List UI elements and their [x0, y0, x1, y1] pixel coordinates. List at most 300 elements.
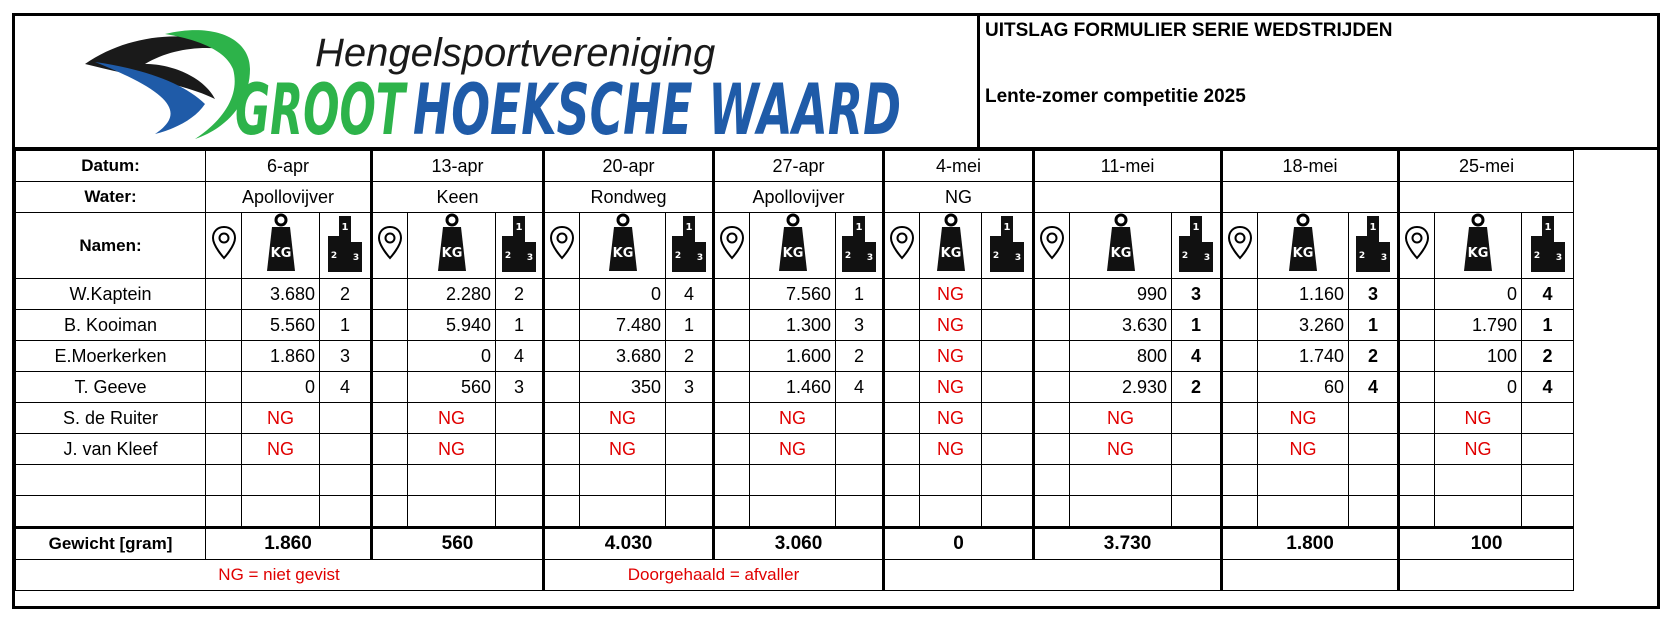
rank-cell — [1522, 465, 1574, 496]
footer-empty — [884, 560, 1222, 591]
spot-cell — [714, 341, 750, 372]
weight-cell: 1.740 — [1258, 341, 1349, 372]
rank-cell — [836, 465, 884, 496]
spot-cell — [1399, 279, 1435, 310]
svg-text:KG: KG — [782, 246, 803, 261]
rank-cell — [320, 434, 372, 465]
svg-text:2: 2 — [504, 251, 512, 261]
rank-cell: 2 — [496, 279, 544, 310]
weight-cell: NG — [408, 434, 496, 465]
location-pin-icon — [549, 245, 575, 265]
legend-ng: NG = niet gevist — [16, 560, 544, 591]
weight-cell: NG — [1258, 434, 1349, 465]
rank-cell — [982, 310, 1034, 341]
match-date: 6-apr — [206, 151, 372, 182]
match-date: 20-apr — [544, 151, 714, 182]
logo-word1: GROOT — [235, 69, 409, 142]
spot-cell — [372, 279, 408, 310]
svg-text:KG: KG — [1467, 246, 1489, 261]
weight-cell: NG — [1070, 403, 1172, 434]
weight-cell: NG — [920, 372, 982, 403]
weight-cell: NG — [920, 310, 982, 341]
rank-cell — [1349, 465, 1399, 496]
svg-text:3: 3 — [866, 253, 874, 263]
weight-cell: NG — [1435, 403, 1522, 434]
weight-cell — [1258, 465, 1349, 496]
weight-cell: NG — [920, 434, 982, 465]
weight-cell — [580, 496, 666, 528]
weight-cell: 0 — [242, 372, 320, 403]
podium-icon — [1178, 222, 1214, 276]
weight-cell: 0 — [1435, 279, 1522, 310]
rank-cell — [496, 434, 544, 465]
match-water — [1399, 182, 1574, 213]
spot-cell — [1399, 496, 1435, 528]
svg-text:2: 2 — [1181, 251, 1189, 261]
spot-cell — [372, 496, 408, 528]
weight-cell — [1435, 465, 1522, 496]
spot-cell — [884, 372, 920, 403]
logo-line1: Hengelsportvereniging — [315, 31, 716, 75]
weight-cell: 1.300 — [750, 310, 836, 341]
weight-cell: 7.480 — [580, 310, 666, 341]
weight-cell — [920, 465, 982, 496]
weight-cell: 2.280 — [408, 279, 496, 310]
svg-text:3: 3 — [1203, 253, 1211, 263]
spot-cell — [1222, 434, 1258, 465]
icon-row — [16, 213, 1574, 279]
rank-cell — [1522, 403, 1574, 434]
fish-logo-icon — [85, 30, 250, 139]
svg-text:1: 1 — [855, 222, 863, 233]
spot-cell — [206, 496, 242, 528]
icon-cell — [372, 213, 408, 279]
participant-row — [16, 372, 1574, 403]
spot-cell — [1034, 310, 1070, 341]
weight-cell — [1070, 496, 1172, 528]
rank-cell — [982, 372, 1034, 403]
rank-cell: 3 — [496, 372, 544, 403]
spot-cell — [1034, 496, 1070, 528]
icon-cell — [242, 213, 320, 279]
spot-cell — [206, 403, 242, 434]
podium-icon — [501, 222, 537, 276]
match-date: 25-mei — [1399, 151, 1574, 182]
participant-row — [16, 403, 1574, 434]
rank-cell: 1 — [1349, 310, 1399, 341]
weight-cell: 5.940 — [408, 310, 496, 341]
weight-cell: 60 — [1258, 372, 1349, 403]
weight-kg-icon — [264, 246, 298, 277]
form-title: UITSLAG FORMULIER SERIE WEDSTRIJDEN — [985, 20, 1393, 41]
spot-cell — [884, 310, 920, 341]
rank-cell: 3 — [1172, 279, 1222, 310]
icon-cell — [666, 213, 714, 279]
spot-cell — [1222, 465, 1258, 496]
weight-cell: 0 — [580, 279, 666, 310]
weight-cell: 350 — [580, 372, 666, 403]
location-pin-icon — [1227, 245, 1253, 265]
rank-cell: 3 — [836, 310, 884, 341]
weight-cell: NG — [580, 434, 666, 465]
spot-cell — [1399, 465, 1435, 496]
spot-cell — [1222, 372, 1258, 403]
svg-text:3: 3 — [1555, 253, 1562, 263]
svg-text:2: 2 — [992, 251, 1000, 261]
rank-cell — [1172, 403, 1222, 434]
rank-cell — [982, 341, 1034, 372]
result-sheet — [12, 13, 1660, 609]
rank-cell: 4 — [320, 372, 372, 403]
svg-text:1: 1 — [515, 222, 523, 233]
rank-cell: 1 — [1172, 310, 1222, 341]
rank-cell — [982, 434, 1034, 465]
svg-text:2: 2 — [674, 251, 682, 261]
spot-cell — [1034, 341, 1070, 372]
svg-text:1: 1 — [1369, 222, 1377, 233]
match-date: 13-apr — [372, 151, 544, 182]
weight-cell: 5.560 — [242, 310, 320, 341]
match-water: Keen — [372, 182, 544, 213]
match-water — [1034, 182, 1222, 213]
svg-text:3: 3 — [526, 253, 534, 263]
rank-cell: 4 — [1522, 279, 1574, 310]
weight-cell: 0 — [408, 341, 496, 372]
spot-cell — [544, 341, 580, 372]
weight-cell: NG — [750, 434, 836, 465]
spot-cell — [1034, 279, 1070, 310]
participant-row — [16, 279, 1574, 310]
podium-icon — [327, 222, 363, 276]
icon-cell — [1222, 213, 1258, 279]
spot-cell — [714, 465, 750, 496]
weight-kg-icon — [435, 246, 469, 277]
participant-name — [16, 496, 206, 528]
weight-cell: NG — [408, 403, 496, 434]
spot-cell — [372, 372, 408, 403]
svg-text:KG: KG — [612, 246, 633, 261]
weight-cell: 3.260 — [1258, 310, 1349, 341]
rank-cell: 4 — [836, 372, 884, 403]
match-total: 3.730 — [1034, 528, 1222, 560]
legend-row — [16, 560, 1574, 591]
rank-cell — [666, 403, 714, 434]
match-date: 11-mei — [1034, 151, 1222, 182]
spot-cell — [1399, 310, 1435, 341]
spot-cell — [884, 403, 920, 434]
location-pin-icon — [719, 245, 745, 265]
weight-cell: 1.160 — [1258, 279, 1349, 310]
rank-cell — [1349, 496, 1399, 528]
rank-cell — [836, 496, 884, 528]
weight-cell — [1070, 465, 1172, 496]
svg-text:1: 1 — [1544, 222, 1552, 233]
rank-cell: 2 — [1522, 341, 1574, 372]
icon-cell — [836, 213, 884, 279]
match-water — [1222, 182, 1399, 213]
date-row — [16, 151, 1574, 182]
spot-cell — [544, 434, 580, 465]
match-total: 560 — [372, 528, 544, 560]
gewicht-label: Gewicht [gram] — [16, 528, 206, 560]
spot-cell — [544, 465, 580, 496]
spot-cell — [714, 310, 750, 341]
weight-cell: NG — [750, 403, 836, 434]
weight-cell: 100 — [1435, 341, 1522, 372]
rank-cell — [1522, 496, 1574, 528]
spot-cell — [206, 372, 242, 403]
rank-cell: 4 — [1349, 372, 1399, 403]
spot-cell — [714, 372, 750, 403]
match-total: 4.030 — [544, 528, 714, 560]
icon-cell — [714, 213, 750, 279]
spot-cell — [372, 310, 408, 341]
svg-text:1: 1 — [685, 222, 693, 233]
svg-text:3: 3 — [1380, 253, 1388, 263]
spot-cell — [206, 434, 242, 465]
icon-cell — [982, 213, 1034, 279]
weight-cell: NG — [1435, 434, 1522, 465]
weight-cell: 990 — [1070, 279, 1172, 310]
rank-cell — [666, 465, 714, 496]
participant-row — [16, 341, 1574, 372]
spot-cell — [206, 341, 242, 372]
location-pin-icon — [889, 245, 915, 265]
participant-row — [16, 434, 1574, 465]
rank-cell: 4 — [666, 279, 714, 310]
svg-text:1: 1 — [1192, 222, 1200, 233]
rank-cell: 2 — [1172, 372, 1222, 403]
spot-cell — [1399, 403, 1435, 434]
spot-cell — [1034, 372, 1070, 403]
rank-cell — [496, 465, 544, 496]
weight-cell: 2.930 — [1070, 372, 1172, 403]
icon-cell — [920, 213, 982, 279]
match-total: 1.800 — [1222, 528, 1399, 560]
weight-cell: 3.680 — [580, 341, 666, 372]
rank-cell — [320, 403, 372, 434]
rank-cell — [1172, 465, 1222, 496]
svg-text:3: 3 — [1014, 253, 1022, 263]
icon-cell — [884, 213, 920, 279]
podium-icon — [841, 222, 877, 276]
spot-cell — [372, 434, 408, 465]
spot-cell — [544, 279, 580, 310]
rank-cell — [320, 465, 372, 496]
icon-cell — [206, 213, 242, 279]
spot-cell — [206, 310, 242, 341]
footer-empty — [1222, 560, 1399, 591]
spot-cell — [544, 403, 580, 434]
spot-cell — [884, 434, 920, 465]
weight-kg-icon — [776, 246, 810, 277]
svg-text:KG: KG — [1292, 246, 1314, 261]
svg-text:3: 3 — [696, 253, 704, 263]
spot-cell — [372, 341, 408, 372]
icon-cell — [580, 213, 666, 279]
svg-text:KG: KG — [270, 246, 291, 261]
match-water: Rondweg — [544, 182, 714, 213]
header-divider — [977, 16, 980, 147]
icon-cell — [1172, 213, 1222, 279]
spot-cell — [1034, 465, 1070, 496]
rank-cell: 3 — [666, 372, 714, 403]
spot-cell — [884, 279, 920, 310]
spot-cell — [206, 465, 242, 496]
weight-cell — [1435, 496, 1522, 528]
rank-cell — [1172, 434, 1222, 465]
weight-kg-icon — [606, 246, 640, 277]
podium-icon — [989, 222, 1025, 276]
participant-row — [16, 310, 1574, 341]
spot-cell — [1222, 496, 1258, 528]
rank-cell: 1 — [1522, 310, 1574, 341]
rank-cell: 2 — [320, 279, 372, 310]
rank-cell — [1349, 403, 1399, 434]
water-label: Water: — [16, 182, 206, 213]
rank-cell — [836, 403, 884, 434]
rank-cell: 4 — [496, 341, 544, 372]
weight-cell — [750, 465, 836, 496]
location-pin-icon — [1039, 245, 1065, 265]
rank-cell — [982, 496, 1034, 528]
weight-cell: 7.560 — [750, 279, 836, 310]
weight-cell — [750, 496, 836, 528]
weight-cell: 3.630 — [1070, 310, 1172, 341]
icon-cell — [408, 213, 496, 279]
weight-cell: NG — [920, 279, 982, 310]
logo-word2: HOEKSCHE WAARD — [413, 69, 901, 142]
weight-cell: 3.680 — [242, 279, 320, 310]
rank-cell — [666, 496, 714, 528]
icon-cell — [1034, 213, 1070, 279]
rank-cell — [666, 434, 714, 465]
podium-icon — [1530, 222, 1566, 276]
icon-cell — [1258, 213, 1349, 279]
weight-cell: NG — [242, 403, 320, 434]
rank-cell — [982, 279, 1034, 310]
spot-cell — [372, 465, 408, 496]
spot-cell — [1222, 341, 1258, 372]
spot-cell — [1034, 434, 1070, 465]
match-date: 27-apr — [714, 151, 884, 182]
results-grid — [15, 150, 1574, 591]
icon-cell — [1070, 213, 1172, 279]
rank-cell — [1349, 434, 1399, 465]
spot-cell — [206, 279, 242, 310]
rank-cell: 2 — [1349, 341, 1399, 372]
spot-cell — [1222, 403, 1258, 434]
svg-text:1: 1 — [341, 222, 349, 233]
spot-cell — [714, 403, 750, 434]
water-row — [16, 182, 1574, 213]
participant-name: J. van Kleef — [16, 434, 206, 465]
location-pin-icon — [377, 245, 403, 265]
weight-cell — [1258, 496, 1349, 528]
rank-cell: 1 — [496, 310, 544, 341]
spot-cell — [1399, 341, 1435, 372]
spot-cell — [372, 403, 408, 434]
icon-cell — [320, 213, 372, 279]
totals-row — [16, 528, 1574, 560]
weight-kg-icon — [1461, 246, 1495, 277]
rank-cell: 2 — [666, 341, 714, 372]
weight-cell: NG — [1258, 403, 1349, 434]
spot-cell — [1399, 372, 1435, 403]
spot-cell — [714, 279, 750, 310]
namen-label: Namen: — [16, 213, 206, 279]
icon-cell — [1349, 213, 1399, 279]
rank-cell: 1 — [320, 310, 372, 341]
weight-cell: 1.790 — [1435, 310, 1522, 341]
participant-name: S. de Ruiter — [16, 403, 206, 434]
rank-cell — [836, 434, 884, 465]
footer-empty — [1399, 560, 1574, 591]
rank-cell: 1 — [836, 279, 884, 310]
weight-cell: 800 — [1070, 341, 1172, 372]
weight-cell — [920, 496, 982, 528]
legend-doorgehaald: Doorgehaald = afvaller — [544, 560, 884, 591]
results-table — [15, 150, 1574, 591]
rank-cell — [982, 465, 1034, 496]
weight-cell — [408, 496, 496, 528]
spot-cell — [544, 496, 580, 528]
weight-cell: NG — [580, 403, 666, 434]
weight-cell: 1.860 — [242, 341, 320, 372]
participant-name: B. Kooiman — [16, 310, 206, 341]
svg-text:KG: KG — [441, 246, 462, 261]
icon-cell — [1399, 213, 1435, 279]
weight-cell: NG — [1070, 434, 1172, 465]
spot-cell — [544, 310, 580, 341]
spot-cell — [1222, 310, 1258, 341]
svg-text:2: 2 — [1358, 251, 1366, 261]
weight-cell: 560 — [408, 372, 496, 403]
icon-cell — [496, 213, 544, 279]
match-water: Apollovijver — [714, 182, 884, 213]
match-total: 100 — [1399, 528, 1574, 560]
location-pin-icon — [211, 245, 237, 265]
spot-cell — [884, 496, 920, 528]
icon-cell — [1522, 213, 1574, 279]
match-total: 3.060 — [714, 528, 884, 560]
weight-kg-icon — [1104, 246, 1138, 277]
weight-kg-icon — [934, 246, 968, 277]
participant-name: E.Moerkerken — [16, 341, 206, 372]
weight-cell — [408, 465, 496, 496]
participant-name: T. Geeve — [16, 372, 206, 403]
icon-cell — [544, 213, 580, 279]
rank-cell — [1172, 496, 1222, 528]
rank-cell: 3 — [320, 341, 372, 372]
weight-cell: 1.600 — [750, 341, 836, 372]
podium-icon — [671, 222, 707, 276]
icon-cell — [1435, 213, 1522, 279]
header — [15, 16, 1657, 150]
match-water: Apollovijver — [206, 182, 372, 213]
svg-text:1: 1 — [1003, 222, 1011, 233]
spot-cell — [1399, 434, 1435, 465]
weight-cell: 1.460 — [750, 372, 836, 403]
svg-text:2: 2 — [330, 251, 338, 261]
rank-cell: 4 — [1172, 341, 1222, 372]
svg-text:3: 3 — [352, 253, 360, 263]
match-total: 1.860 — [206, 528, 372, 560]
svg-text:KG: KG — [1110, 246, 1131, 261]
match-water: NG — [884, 182, 1034, 213]
rank-cell: 4 — [1522, 372, 1574, 403]
weight-cell: NG — [920, 403, 982, 434]
